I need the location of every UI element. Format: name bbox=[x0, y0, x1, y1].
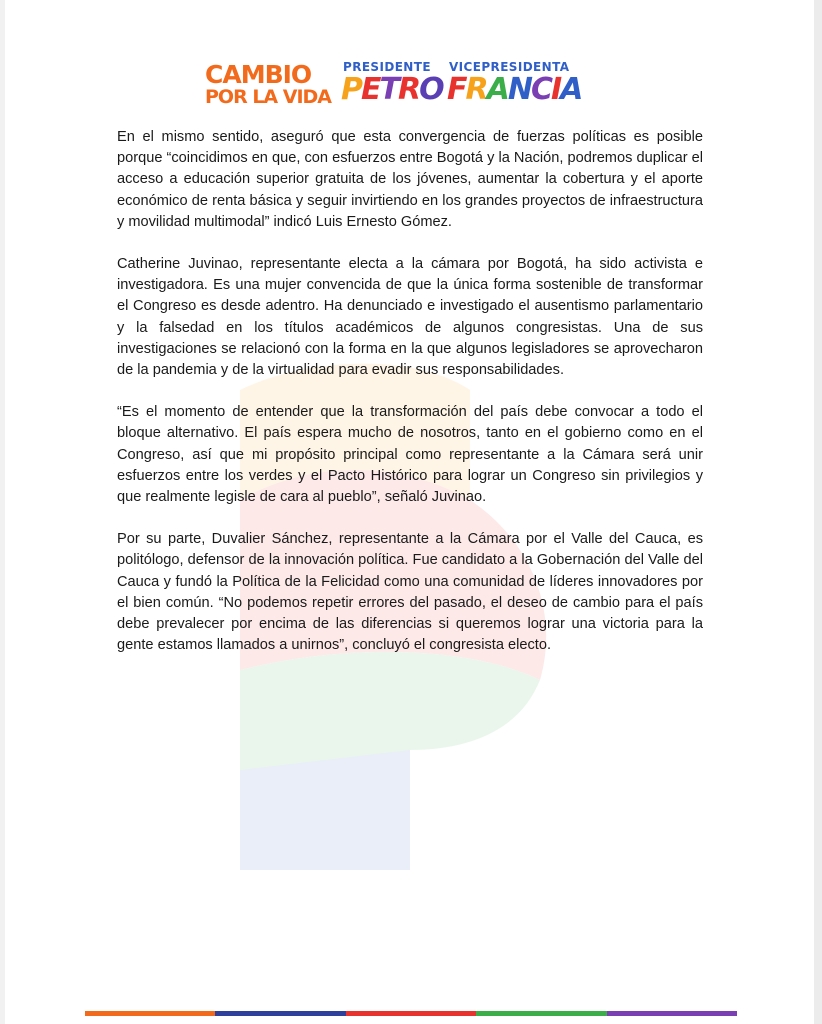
logo-petro-name: PETRO bbox=[341, 72, 443, 107]
paragraph-3: “Es el momento de entender que la transformación del país debe convocar a todo el bloque alternativo. El país espera mucho de nosotros, tanto en el gobierno como en el Congreso, así que mi propósito principal como representante a la Cámara será unir esfuerzos entre los verdes y el Pacto Histórico para lograr un Congreso sin privilegios y que realmente legisle de cara al pueblo”, señaló Juvinao. bbox=[117, 404, 703, 506]
logo-cambio-text: CAMBIO bbox=[205, 60, 312, 89]
stripe-green bbox=[476, 1011, 606, 1016]
paragraph-4: Por su parte, Duvalier Sánchez, representante a la Cámara por el Valle del Cauca, es politólogo, defensor de la innovación política. Fue candidato a la Gobernación del Valle del Cauca y fundó la Política de la Felicidad como una comunidad de líderes innovadores por el bien común. “No podemos repetir errores del pasado, el deseo de cambio para el país debe prevalecer por encima de las diferencias si queremos lograr una victoria para la gente estamos llamados a unirnos”, concluyó el congresista electo. bbox=[117, 531, 703, 654]
logo-francia-name: FRANCIA bbox=[447, 72, 582, 107]
document-body bbox=[117, 127, 703, 677]
logo-porlavida-text: POR LA VIDA bbox=[205, 86, 331, 108]
campaign-logo bbox=[205, 60, 595, 110]
footer-color-stripe bbox=[85, 1011, 737, 1016]
page-edge-right bbox=[814, 0, 822, 1024]
logo-presidente-label: PRESIDENTE bbox=[343, 60, 431, 74]
paragraph-1: En el mismo sentido, aseguró que esta convergencia de fuerzas políticas es posible porque “coincidimos en que, con esfuerzos entre Bogotá y la Nación, podremos duplicar el acceso a educación superior gratuita de los jóvenes, aumentar la cobertura y el aporte económico de renta básica y seguir invirtiendo en los grandes proyectos de infraestructura y movilidad multimodal” indicó Luis Ernesto Gómez. bbox=[117, 129, 703, 230]
stripe-blue bbox=[215, 1011, 345, 1016]
stripe-orange bbox=[85, 1011, 215, 1016]
paragraph-2: Catherine Juvinao, representante electa a la cámara por Bogotá, ha sido activista e investigadora. Es una mujer convencida de que la única forma sostenible de transformar el Congreso es desde adentro. Ha denunciado e investigado el ausentismo parlamentario y la falsedad en los títulos académicos de algunos congresistas. Una de sus investigaciones se relacionó con la forma en la que algunos legisladores se aprovecharon de la pandemia y de la virtualidad para evadir sus responsabilidades. bbox=[117, 256, 703, 379]
page-edge-left bbox=[0, 0, 5, 1024]
stripe-red bbox=[346, 1011, 476, 1016]
logo-vicepresidenta-label: VICEPRESIDENTA bbox=[449, 60, 570, 74]
stripe-purple bbox=[607, 1011, 737, 1016]
